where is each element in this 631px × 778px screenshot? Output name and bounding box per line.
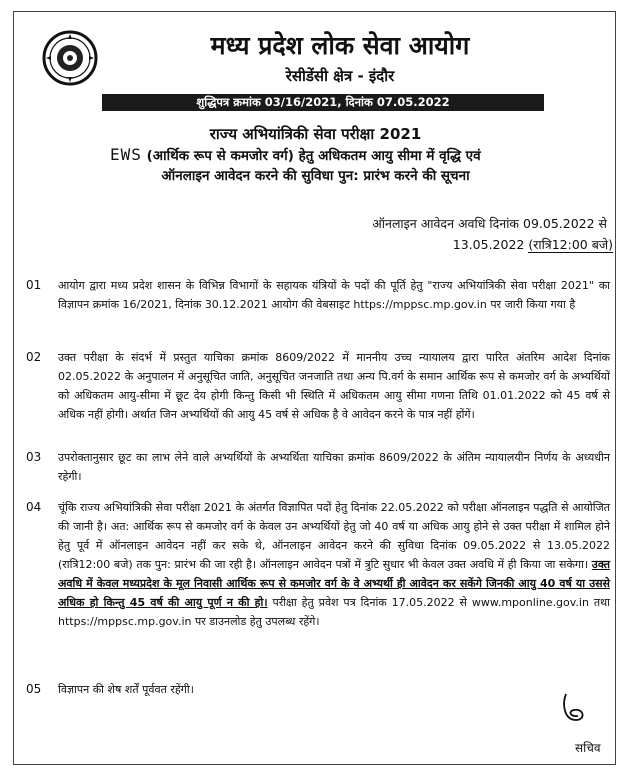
paragraph-01: आयोग द्वारा मध्य प्रदेश शासन के विभिन्न विभागों के सहायक यंत्रियों के पदों की पूर्ति हेतु "राज्य अभियांत्रिकी सेवा परीक्षा 2021" का विज्ञापन क्रमांक 16/2021, दिनांक 30.12.2021 आयोग की वेबसाइट https://mppsc.mp.gov.in पर जारी किया गया है (58, 279, 610, 311)
application-period-line1: ऑनलाइन आवेदन अवधि दिनांक 09.05.2022 से (372, 216, 607, 231)
subject-rest: हेतु अधिकतम आयु सीमा में वृद्धि एवं (298, 148, 481, 164)
para-number: 02 (26, 350, 42, 364)
para-number: 03 (26, 450, 42, 464)
para-04-text-b: परीक्षा हेतु प्रवेश पत्र दिनांक 17.05.2022 से www.mponline.gov.in तथा https://mppsc.mp.gov.in पर डाउनलोड हेतु उपलब्ध रहेंगे। (58, 596, 610, 628)
para-number: 04 (26, 500, 42, 514)
para-number: 05 (26, 682, 42, 696)
org-location: रेसीडेंसी क्षेत्र - इंदौर (285, 67, 395, 85)
signature-mark (560, 690, 590, 726)
org-name: मध्य प्रदेश लोक सेवा आयोग (210, 31, 470, 60)
period-end-time: (रात्रि12:00 बजे) (528, 237, 613, 252)
signatory-designation: सचिव (575, 741, 601, 755)
period-end-date: 13.05.2022 (452, 237, 525, 252)
application-period-line2 (453, 236, 613, 253)
notice-subject-line-2: ऑनलाइन आवेदन करने की सुविधा पुन: प्रारंभ करने की सूचना (161, 168, 470, 184)
ews-expansion: (आर्थिक रूप से कमजोर वर्ग) (146, 148, 294, 164)
paragraph-02: उक्त परीक्षा के संदर्भ में प्रस्तुत याचिका क्रमांक 8609/2022 में माननीय उच्च न्यायालय द्वारा पारित अंतरिम आदेश दिनांक 02.05.2022 के अनुपालन में अनुसूचित जाति, अनुसूचित जनजाति तथा अन्य पि.वर्ग के समान आर्थिक रूप से कमजोर वर्ग के अभ्यर्थियों को अधिकतम आयु-सीमा में छूट देय होगी किन्तु किसी भी स्थिति में अधिकतम आयु सीमा गणना तिथि 01.01.2022 को 45 वर्ष से अधिक नहीं होगी। अर्थात जिन अभ्यर्थियों की आयु 45 वर्ष से अधिक है वे आवेदन करने के पात्र नहीं होंगें। (58, 351, 610, 421)
para-04-text-a: चूंकि राज्य अभियांत्रिकी सेवा परीक्षा 2021 के अंतर्गत विज्ञापित पदों हेतु दिनांक 22.05.2022 को परीक्षा ऑनलाइन पद्धति से आयोजित की जानी है। अत: आर्थिक रूप से कमजोर वर्ग के केवल उन अभ्यर्थियों हेतु जो 40 वर्ष या अधिक आयु होने से उक्त परीक्षा में शामिल होने हेतु पूर्व में ऑनलाइन आवेदन नहीं कर सके थे, ऑनलाइन आवेदन करने की सुविधा दिनांक 09.05.2022 से 13.05.2022 (रात्रि12:00 बजे) तक पुन: प्रारंभ की जा रही है। ऑनलाइन आवेदन पत्रों में त्रुटि सुधार भी केवल उक्त अवधि में ही किया जा सकेगा। (58, 501, 610, 571)
notice-subject-line (110, 145, 481, 164)
paragraph-05: विज्ञापन की शेष शर्तें पूर्ववत रहेंगी। (58, 683, 194, 696)
ews-handwritten: EWS (110, 145, 142, 164)
mppsc-seal-icon (42, 30, 98, 86)
paragraph-03: उपरोक्तानुसार छूट का लाभ लेने वाले अभ्यर्थियों के अभ्यर्थिता याचिका क्रमांक 8609/2022 के अंतिम न्यायालयीन निर्णय के अध्यधीन रहेगी। (58, 451, 610, 483)
paragraph-04 (58, 498, 610, 631)
para-04-underlined: उक्त अवधि में केवल मध्यप्रदेश के मूल निवासी आर्थिक रूप से कमजोर वर्ग के वे अभ्यर्थी ही आवेदन कर सकेंगे जिनकी आयु 40 वर्ष या उससे अधिक हो किन्तु 45 वर्ष की आयु पूर्ण न की हो। (58, 558, 610, 609)
para-number: 01 (26, 278, 42, 292)
corrigendum-band: शुद्धिपत्र क्रमांक 03/16/2021, दिनांक 07.05.2022 (102, 94, 544, 111)
exam-title: राज्य अभियांत्रिकी सेवा परीक्षा 2021 (209, 125, 422, 143)
